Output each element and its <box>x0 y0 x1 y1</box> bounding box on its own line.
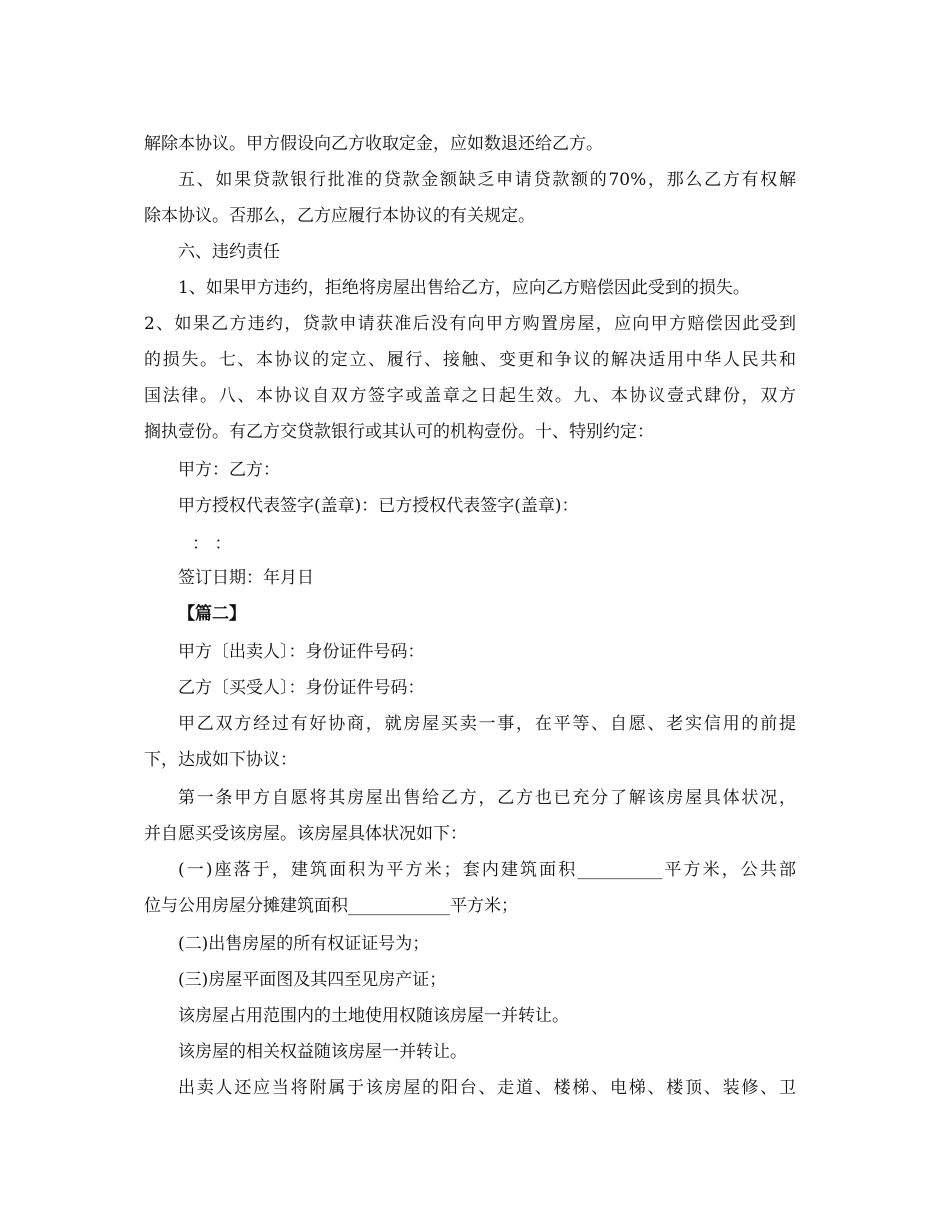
text-line: 该房屋的相关权益随该房屋一并转让。 <box>178 1042 467 1062</box>
text-line: 国法律。八、本协议自双方签字或盖章之日起生效。九、本协议壹式肆份，双方 <box>144 386 796 406</box>
text-line: (三)房屋平面图及其四至见房产证； <box>178 970 447 990</box>
text-line: 并自愿买受该房屋。该房屋具体状况如下： <box>144 824 467 844</box>
text-line: 该房屋占用范围内的土地使用权随该房屋一并转让。 <box>178 1006 569 1026</box>
party-line: 甲方〔出卖人〕：身份证件号码： <box>178 642 425 662</box>
text-line: 2、如果乙方违约，贷款申请获准后没有向甲方购置房屋，应向甲方赔偿因此受到 <box>144 314 796 334</box>
party-line: 甲方：乙方： <box>178 460 280 480</box>
text-line: 甲乙双方经过有好协商，就房屋买卖一事，在平等、自愿、老实信用的前提 <box>178 714 796 734</box>
date-line: 签订日期：年月日 <box>178 568 314 588</box>
section-heading: 六、违约责任 <box>178 242 280 262</box>
party-line: 乙方〔买受人〕：身份证件号码： <box>178 678 425 698</box>
text-line: 的损失。七、本协议的定立、履行、接触、变更和争议的解决适用中华人民共和 <box>144 350 796 370</box>
text-line: (一)座落于，建筑面积为平方米；套内建筑面积__________平方米，公共部 <box>178 860 796 880</box>
text-line: 1、如果甲方违约，拒绝将房屋出售给乙方，应向乙方赔偿因此受到的损失。 <box>178 278 750 298</box>
text-line: 下，达成如下协议： <box>144 750 297 770</box>
text-line: 出卖人还应当将附属于该房屋的阳台、走道、楼梯、电梯、楼顶、装修、卫 <box>178 1078 796 1098</box>
text-line: 五、如果贷款银行批准的贷款金额缺乏申请贷款额的70%，那么乙方有权解 <box>178 170 796 190</box>
text-line: 位与公用房屋分摊建筑面积____________平方米； <box>144 896 518 916</box>
signature-line: 甲方授权代表签字(盖章)：已方授权代表签字(盖章)： <box>178 496 579 516</box>
text-line: 搁执壹份。有乙方交贷款银行或其认可的机构壹份。十、特别约定： <box>144 422 654 442</box>
text-line: 除本协议。否那么，乙方应履行本协议的有关规定。 <box>144 206 535 226</box>
text-line: 第一条甲方自愿将其房屋出售给乙方，乙方也已充分了解该房屋具体状况， <box>178 788 796 808</box>
text-line: 解除本协议。甲方假设向乙方收取定金，应如数退还给乙方。 <box>144 134 603 154</box>
signature-colons: ：： <box>192 534 246 554</box>
section-title: 【篇二】 <box>178 604 246 624</box>
text-line: (二)出售房屋的所有权证证号为； <box>178 934 430 954</box>
